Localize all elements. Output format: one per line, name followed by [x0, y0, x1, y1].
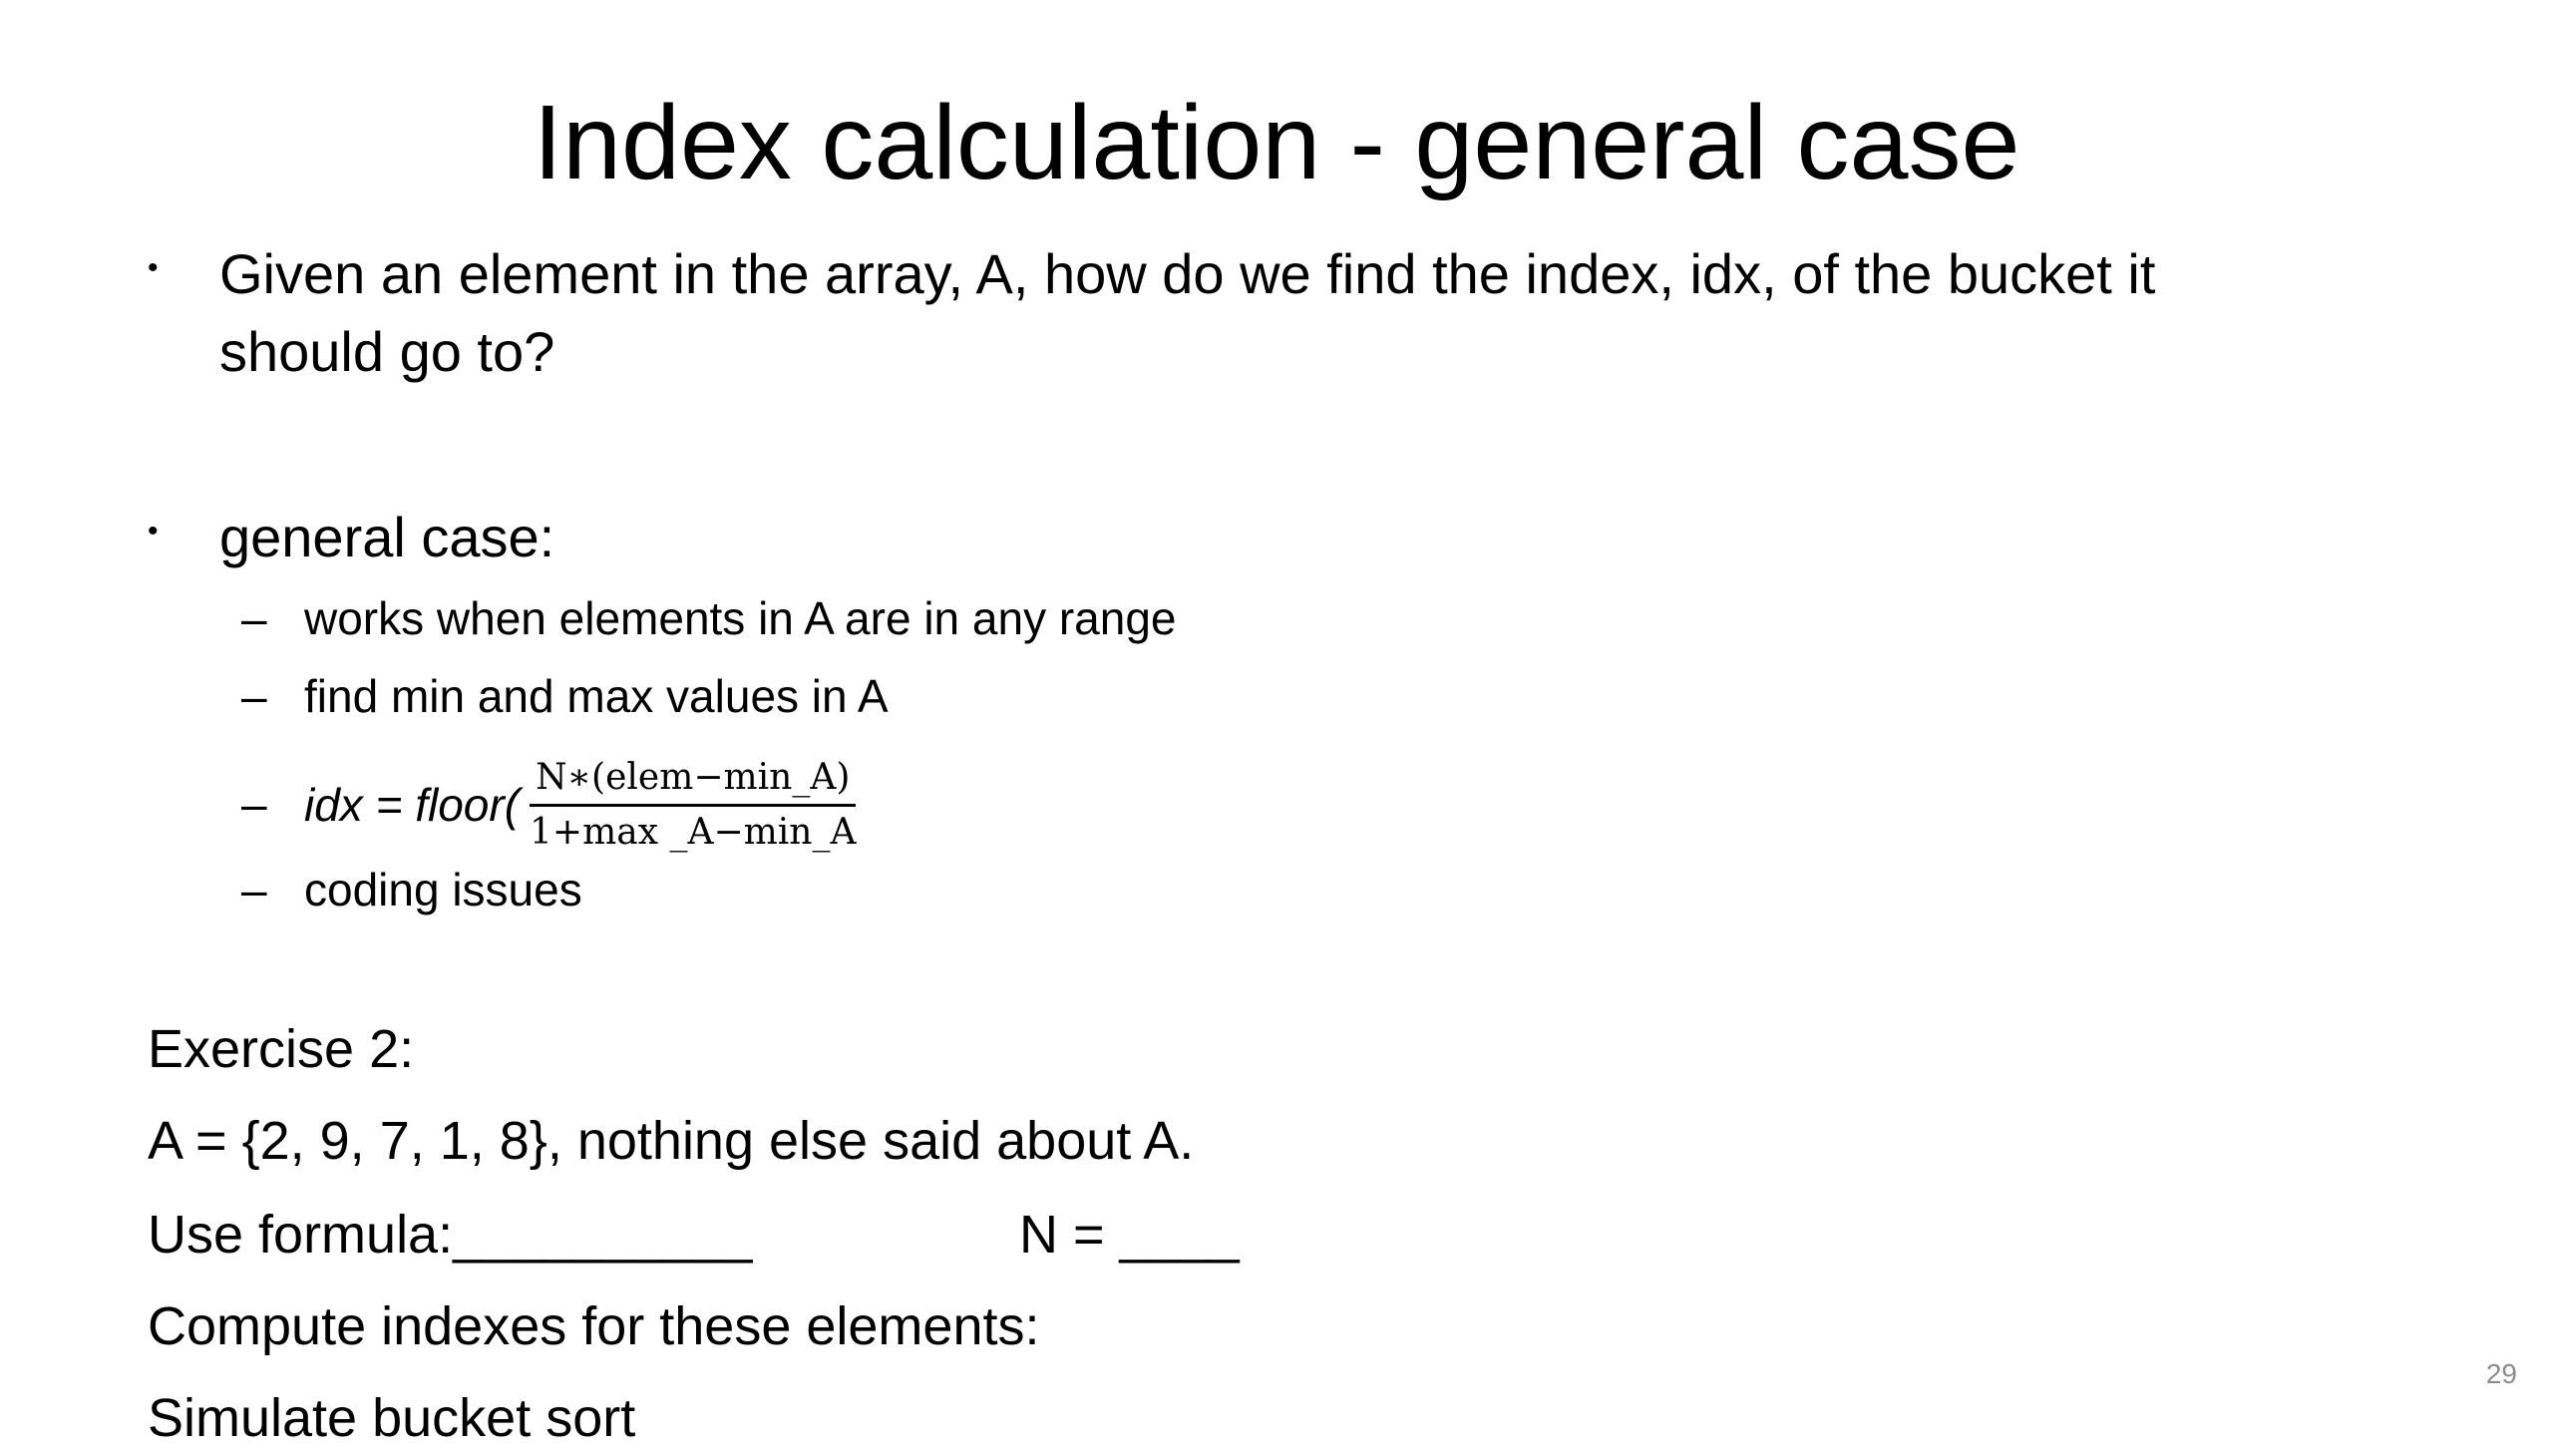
bullet-1-line-2: should go to?: [219, 320, 555, 383]
bullet-2-text: general case:: [219, 506, 555, 568]
bullet-1-line-1: Given an element in the array, A, how do we find the index, idx, of the bucket it: [219, 242, 2156, 305]
exercise-formula-line: Use formula:__________: [148, 1205, 753, 1265]
formula-lead: idx = floor(: [304, 779, 521, 831]
subitem-min-max: find min and max values in A: [304, 670, 889, 722]
subitem-coding-issues: coding issues: [304, 864, 582, 915]
subitem-dash-4: –: [241, 864, 267, 915]
bullet-marker-1: •: [148, 251, 159, 284]
formula-denominator: 1+max _A−min_A: [530, 811, 857, 853]
subitem-dash-2: –: [241, 670, 267, 722]
exercise-array-line: A = {2, 9, 7, 1, 8}, nothing else said about A.: [148, 1111, 1195, 1171]
slide-page-number: 29: [2485, 1358, 2517, 1389]
exercise-n-line: N = ____: [1019, 1205, 1240, 1265]
bullet-marker-2: •: [148, 515, 159, 547]
subitem-range: works when elements in A are in any range: [304, 592, 1177, 644]
exercise-heading: Exercise 2:: [148, 1019, 415, 1079]
index-formula: [304, 750, 862, 860]
slide-title: Index calculation - general case: [533, 84, 2020, 201]
subitem-dash-3: –: [241, 778, 267, 830]
subitem-dash-1: –: [241, 592, 267, 644]
formula-numerator: N∗(elem−min_A): [530, 756, 856, 807]
exercise-simulate-line: Simulate bucket sort: [148, 1388, 636, 1448]
exercise-compute-line: Compute indexes for these elements:: [148, 1296, 1040, 1356]
formula-fraction: [524, 756, 862, 855]
